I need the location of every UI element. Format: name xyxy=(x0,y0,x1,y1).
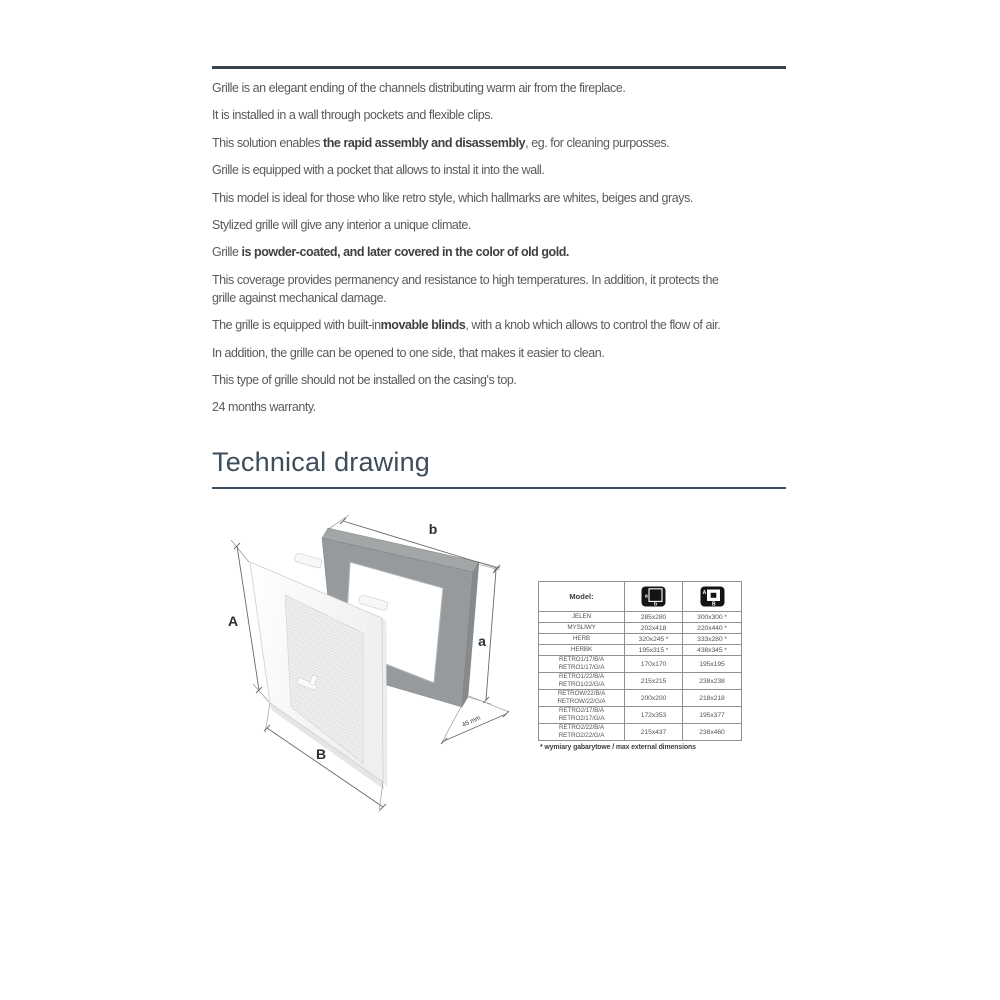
model-cell xyxy=(539,673,625,690)
text-segment: grille against mechanical damage. xyxy=(212,290,387,305)
table-row xyxy=(539,673,742,690)
paragraph xyxy=(212,134,792,152)
text-segment: movable blinds xyxy=(380,318,466,333)
model-cell xyxy=(539,707,625,724)
dimension-label-B: B xyxy=(315,746,327,762)
table-body xyxy=(539,612,742,741)
table-footnote: * wymiary gabarytowe / max external dimensions xyxy=(540,744,696,751)
text-segment: Stylized grille will give any interior a unique climate. xyxy=(212,217,471,232)
inner-dimension-column-header xyxy=(625,582,683,612)
model-cell xyxy=(539,645,625,656)
model-name: RETRO2/17/B/A xyxy=(559,707,604,715)
icon-label-b: b xyxy=(654,601,658,607)
model-name: RETRO1/17/G/A xyxy=(558,664,605,671)
model-name: HERB xyxy=(572,635,591,643)
model-cell xyxy=(539,623,625,634)
paragraph xyxy=(212,161,792,179)
dimension-label-depth: 45 mm xyxy=(461,714,482,729)
dimension-label-b: b xyxy=(428,521,438,537)
model-name: RETRO2/17/G/A xyxy=(558,715,605,722)
text-segment: This coverage provides permanency and resistance to high temperatures. In addition, it protects the xyxy=(212,272,719,287)
outer-dimension-value: 195x377 xyxy=(683,707,742,724)
technical-drawing xyxy=(215,500,525,822)
paragraph xyxy=(212,316,792,334)
model-column-header: Model: xyxy=(539,582,625,612)
inner-dimension-value: 215x215 xyxy=(625,673,683,690)
exploded-view-drawing xyxy=(215,500,525,822)
text-segment: the rapid assembly and disassembly xyxy=(323,135,526,150)
text-segment: is powder-coated, and later covered in the color of old gold. xyxy=(241,245,569,260)
inner-dimension-value: 320x245 * xyxy=(625,634,683,645)
text-segment: The grille is equipped with built-in xyxy=(212,318,381,333)
model-cell xyxy=(539,634,625,645)
top-divider xyxy=(212,66,786,69)
model-name: RETROW/22/G/A xyxy=(557,698,606,705)
outer-dimension-value: 220x440 * xyxy=(683,623,742,634)
flexible-clip xyxy=(358,594,388,611)
text-segment: 24 months warranty. xyxy=(212,400,316,415)
icon-label-A: A xyxy=(702,590,706,596)
external-dimension-icon xyxy=(700,586,725,607)
model-cell xyxy=(539,656,625,673)
dimension-label-A: A xyxy=(227,613,239,629)
text-segment: This model is ideal for those who like retro style, which hallmarks are whites, beiges and grays. xyxy=(212,190,693,205)
outer-dimension-value: 238x238 xyxy=(683,673,742,690)
text-segment: Grille xyxy=(212,245,242,260)
table-row xyxy=(539,634,742,645)
model-name: RETRO2/22/G/A xyxy=(558,732,605,739)
flexible-clip xyxy=(294,553,322,569)
text-segment: , with a knob which allows to control the flow of air. xyxy=(465,318,721,333)
text-segment: Grille is equipped with a pocket that allows to instal it into the wall. xyxy=(212,163,545,178)
outer-dimension-value: 218x218 xyxy=(683,690,742,707)
paragraph xyxy=(212,289,792,307)
text-segment: Grille is an elegant ending of the channels distributing warm air from the fireplace. xyxy=(212,81,626,95)
text-segment: In addition, the grille can be opened to one side, that makes it easier to clean. xyxy=(212,345,605,360)
paragraph xyxy=(212,243,792,261)
heading-divider xyxy=(212,487,786,489)
paragraph xyxy=(212,216,792,234)
table-row xyxy=(539,707,742,724)
outer-dimension-value: 438x345 * xyxy=(683,645,742,656)
model-name: JELEN xyxy=(571,613,592,621)
model-cell xyxy=(539,690,625,707)
outer-dimension-value: 195x195 xyxy=(683,656,742,673)
inner-dimension-icon xyxy=(641,586,666,607)
icon-label-a: a xyxy=(645,593,648,600)
outer-dimension-value: 300x300 * xyxy=(683,612,742,623)
model-name: RETRO1/22/B/A xyxy=(559,673,604,681)
paragraph xyxy=(212,189,792,207)
inner-dimension-value: 215x437 xyxy=(625,724,683,741)
model-name: MYSLIWY xyxy=(567,624,596,632)
icon-label-B: B xyxy=(711,601,716,607)
inner-dimension-value: 195x315 * xyxy=(625,645,683,656)
outer-dimension-value: 333x280 * xyxy=(683,634,742,645)
paragraph xyxy=(212,79,792,97)
inner-dimension-value: 170x170 xyxy=(625,656,683,673)
intro-paragraphs xyxy=(212,79,792,426)
model-name: RETRO1/22/G/A xyxy=(558,681,605,688)
text-segment: It is installed in a wall through pockets and flexible clips. xyxy=(212,108,494,123)
text-segment: This solution enables xyxy=(212,135,324,150)
model-name: RETRO1/17/B/A xyxy=(559,656,604,664)
table-row xyxy=(539,656,742,673)
text-segment: This type of grille should not be installed on the casing's top. xyxy=(212,372,517,387)
external-dimension-column-header xyxy=(683,582,742,612)
text-segment: , eg. for cleaning purposses. xyxy=(525,135,670,150)
model-cell xyxy=(539,724,625,741)
table-row xyxy=(539,690,742,707)
section-title: Technical drawing xyxy=(212,447,431,477)
inner-dimension-value: 172x353 xyxy=(625,707,683,724)
table-row xyxy=(539,645,742,656)
dimensions-table xyxy=(538,581,742,741)
outer-dimension-value: 238x460 xyxy=(683,724,742,741)
model-name: HERBK xyxy=(570,646,593,654)
paragraph xyxy=(212,398,792,416)
paragraph xyxy=(212,271,792,289)
paragraph xyxy=(212,371,792,389)
paragraph xyxy=(212,106,792,124)
table-row xyxy=(539,623,742,634)
model-name: RETRO2/22/B/A xyxy=(559,724,604,732)
table-header-row xyxy=(539,582,742,612)
model-cell xyxy=(539,612,625,623)
inner-dimension-value: 200x200 xyxy=(625,690,683,707)
table-row xyxy=(539,612,742,623)
dimension-label-a: a xyxy=(478,633,486,649)
paragraph xyxy=(212,344,792,362)
model-name: RETROW/22/B/A xyxy=(557,690,606,698)
inner-dimension-value: 285x280 xyxy=(625,612,683,623)
inner-dimension-value: 202x418 xyxy=(625,623,683,634)
table-row xyxy=(539,724,742,741)
